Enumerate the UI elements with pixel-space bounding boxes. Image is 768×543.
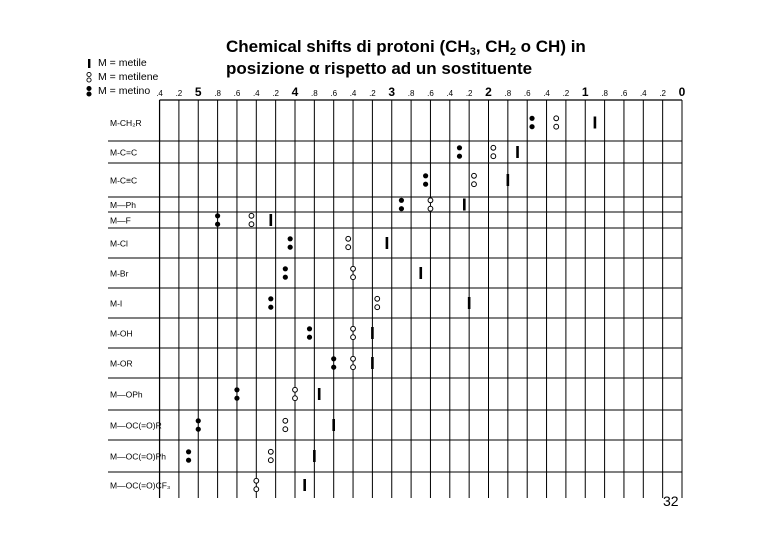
x-tick-label: 0 <box>678 85 686 99</box>
metino-point <box>283 275 288 280</box>
x-tick-label: .8 <box>601 89 608 98</box>
row-label: M-Cl <box>110 238 128 249</box>
metino-point <box>234 387 239 392</box>
metino-point <box>423 182 428 187</box>
x-tick-label: .8 <box>407 89 415 98</box>
metilene-point <box>472 182 477 187</box>
x-tick-label: .6 <box>620 89 628 98</box>
metilene-point <box>293 396 298 401</box>
row-label: M-OR <box>110 358 133 369</box>
metilene-point <box>491 145 496 150</box>
metilene-point <box>351 335 356 340</box>
metilene-point <box>249 222 254 227</box>
metino-point <box>234 396 239 401</box>
metino-point <box>288 245 293 250</box>
metile-bar <box>507 174 510 186</box>
metilene-point <box>346 245 351 250</box>
x-tick-label: .2 <box>175 89 183 98</box>
metilene-point <box>375 305 380 310</box>
metino-point <box>529 116 534 121</box>
metino-point <box>399 206 404 211</box>
row-label: M—F <box>110 215 131 226</box>
title-line-1: Chemical shifts di protoni ($CH_3$, $CH_2$ o CH) in <box>226 37 586 58</box>
metino-point <box>215 222 220 227</box>
row-label: M—Ph <box>110 200 136 210</box>
metino-point <box>283 266 288 271</box>
metino-point <box>399 198 404 203</box>
metilene-point <box>254 478 259 483</box>
metino-point <box>196 418 201 423</box>
x-tick-label: .2 <box>369 89 376 98</box>
metilene-point <box>351 365 356 370</box>
metino-point <box>186 449 191 454</box>
metilene-point <box>351 266 356 271</box>
row-label: M-C=C <box>110 147 138 158</box>
x-tick-label: .6 <box>523 89 531 98</box>
metino-point <box>457 145 462 150</box>
metilene-point <box>283 427 288 432</box>
metile-bar <box>516 146 519 158</box>
metilene-point <box>375 296 380 301</box>
metile-bar <box>463 199 466 211</box>
x-tick-label: .4 <box>349 89 357 98</box>
metilene-point <box>554 116 559 121</box>
x-tick-label: 5 <box>194 85 202 99</box>
metilene-point <box>351 326 356 331</box>
metile-bar <box>386 237 389 249</box>
metilene-point <box>351 356 356 361</box>
metino-point <box>268 296 273 301</box>
row-label: M-Br <box>110 268 129 279</box>
x-tick-label: .8 <box>311 89 318 98</box>
row-label: M—OC(=O)R <box>110 420 162 431</box>
metilene-point <box>268 458 273 463</box>
metino-point <box>268 305 273 310</box>
metile-bar <box>332 419 335 431</box>
x-tick-label: 3 <box>388 85 396 99</box>
row-label: M-C≡C <box>110 175 138 186</box>
metile-bar <box>468 297 471 309</box>
metilene-point <box>254 487 259 492</box>
metile-bar <box>419 267 422 279</box>
metino-point <box>215 213 220 218</box>
x-tick-label: .2 <box>272 89 279 98</box>
legend-label: M = metino <box>98 84 151 97</box>
metilene-point <box>554 124 559 129</box>
page-number: 32 <box>663 493 679 509</box>
x-tick-label: .4 <box>156 89 163 98</box>
metile-bar <box>270 214 273 226</box>
metino-point <box>331 356 336 361</box>
metino-point <box>288 236 293 241</box>
legend-label: M = metilene <box>98 70 159 83</box>
metilene-point <box>268 449 273 454</box>
metino-point <box>529 124 534 129</box>
metilene-point <box>293 387 298 392</box>
x-tick-label: .4 <box>446 89 454 98</box>
metino-point <box>307 335 312 340</box>
row-label: M—OC(=O)Ph <box>110 451 166 462</box>
x-tick-label: .4 <box>543 89 550 98</box>
legend-label: M = metile <box>98 56 147 69</box>
title-line-2: posizione α rispetto ad un sostituente <box>226 59 533 78</box>
metile-bar <box>371 357 374 369</box>
x-tick-label: .6 <box>330 89 338 98</box>
metino-point <box>457 154 462 159</box>
x-tick-label: .4 <box>252 89 260 98</box>
row-label: M—OPh <box>110 389 143 400</box>
x-tick-label: .8 <box>214 89 221 98</box>
x-tick-label: .2 <box>562 89 570 98</box>
row-label: M-I <box>110 298 123 309</box>
row-label: M—OC(=O)CF₃ <box>110 480 171 491</box>
metino-point <box>186 458 191 463</box>
x-tick-label: .6 <box>427 89 434 98</box>
x-tick-label: .2 <box>465 89 473 98</box>
x-tick-label: .2 <box>659 89 666 98</box>
x-tick-label: 1 <box>581 85 589 99</box>
metino-point <box>307 326 312 331</box>
metilene-point <box>428 206 433 211</box>
metilene-point <box>491 154 496 159</box>
metilene-point <box>283 418 288 423</box>
metile-bar <box>594 117 597 129</box>
metile-bar <box>303 479 306 491</box>
metino-point <box>331 365 336 370</box>
metilene-point <box>428 198 433 203</box>
x-tick-label: 4 <box>291 85 299 99</box>
x-tick-label: 2 <box>485 85 492 99</box>
metino-point <box>423 173 428 178</box>
metilene-point <box>346 236 351 241</box>
row-label: M-CH₂R <box>110 118 142 128</box>
row-label: M-OH <box>110 328 133 339</box>
metilene-point <box>249 213 254 218</box>
x-tick-label: .6 <box>233 89 241 98</box>
metile-bar <box>313 450 316 462</box>
metile-bar <box>371 327 374 339</box>
metile-bar <box>318 388 321 400</box>
metino-point <box>196 427 201 432</box>
metilene-point <box>472 173 477 178</box>
x-tick-label: .8 <box>504 89 512 98</box>
x-tick-label: .4 <box>639 89 647 98</box>
metilene-point <box>351 275 356 280</box>
